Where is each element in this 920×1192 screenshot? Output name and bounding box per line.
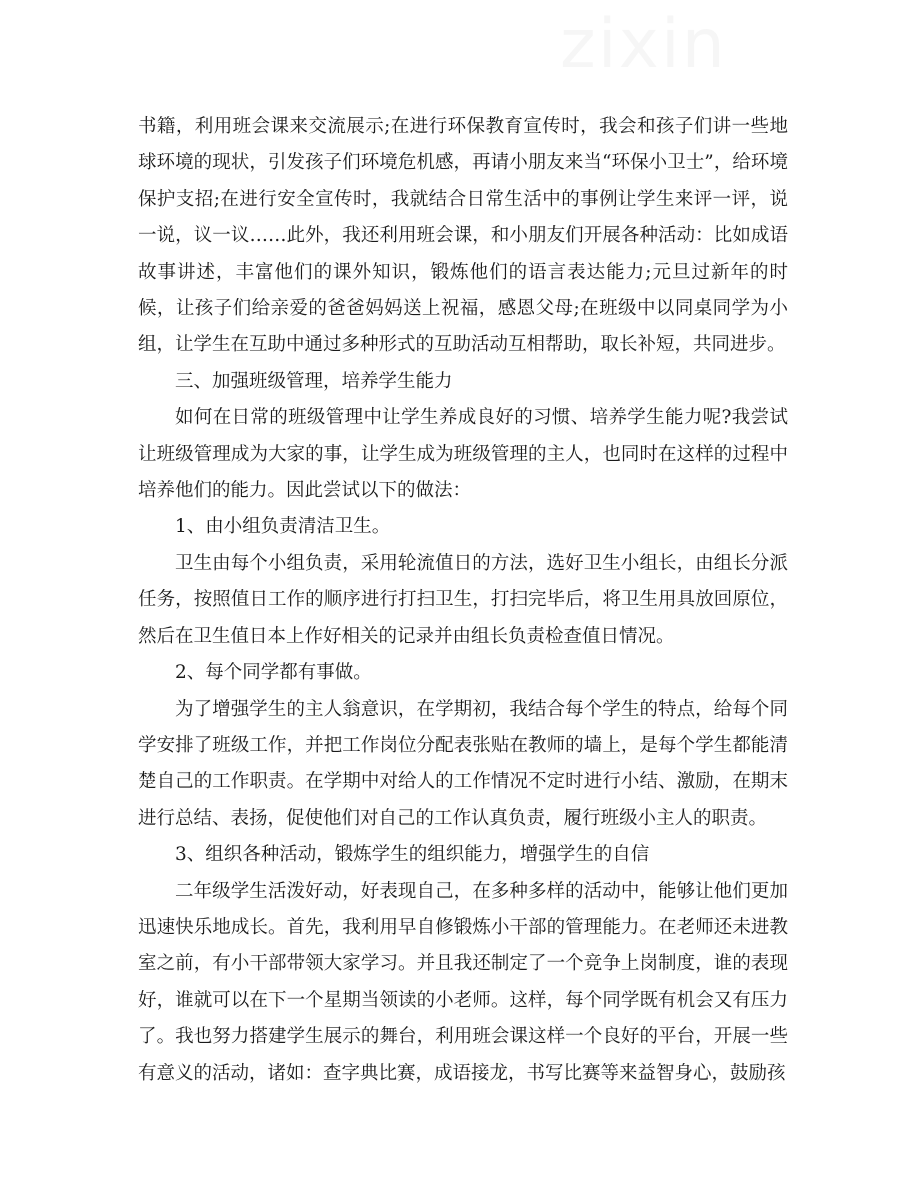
section-heading-3: 三、加强班级管理，培养学生能力 bbox=[175, 370, 453, 392]
subheading-2: 2、每个同学都有事做。 bbox=[175, 662, 372, 684]
document-body bbox=[138, 109, 788, 1092]
watermark bbox=[560, 5, 727, 84]
paragraph-intro: 如何在日常的班级管理中让学生养成良好的习惯、培养学生能力呢?我尝试让班级管理成为大家的事，让学生成为班级管理的主人，也同时在这样的过程中培养他们的能力。因此尝试以下的做法： bbox=[138, 407, 788, 502]
subheading-1: 1、由小组负责清洁卫生。 bbox=[175, 516, 391, 538]
paragraph-duties: 为了增强学生的主人翁意识，在学期初，我结合每个学生的特点，给每个同学安排了班级工作，并把工作岗位分配表张贴在教师的墙上，是每个学生都能清楚自己的工作职责。在学期中对给人的工作情况不定时进行小结、激励，在期末进行总结、表扬，促使他们对自己的工作认真负责，履行班级小主人的职责。 bbox=[138, 698, 788, 829]
subheading-3: 3、组织各种活动，锻炼学生的组织能力，增强学生的自信 bbox=[175, 844, 650, 866]
paragraph-activities: 二年级学生活泼好动，好表现自己，在多种多样的活动中，能够让他们更加迅速快乐地成长。首先，我利用早自修锻炼小干部的管理能力。在老师还未进教室之前，有小干部带领大家学习。并且我还制定了一个竞争上岗制度，谁的表现好，谁就可以在下一个星期当领读的小老师。这样，每个同学既有机会又有压力了。我也努力搭建学生展示的舞台，利用班会课这样一个良好的平台，开展一些有意义的活动，诸如：查字典比赛，成语接龙，书写比赛等来益智身心，鼓励孩 bbox=[138, 880, 788, 1084]
paragraph-continued: 书籍，利用班会课来交流展示;在进行环保教育宣传时，我会和孩子们讲一些地球环境的现状，引发孩子们环境危机感，再请小朋友来当“环保小卫士”，给环境保护支招;在进行安全宣传时，我就结合日常生活中的事例让学生来评一评，说一说，议一议……此外，我还利用班会课，和小朋友们开展各种活动：比如成语故事讲述，丰富他们的课外知识，锻炼他们的语言表达能力;元旦过新年的时候，让孩子们给亲爱的爸爸妈妈送上祝福，感恩父母;在班级中以同桌同学为小组，让学生在互助中通过多种形式的互助活动互相帮助，取长补短，共同进步。 bbox=[138, 116, 788, 356]
paragraph-hygiene: 卫生由每个小组负责，采用轮流值日的方法，选好卫生小组长，由组长分派任务，按照值日工作的顺序进行打扫卫生，打扫完毕后，将卫生用具放回原位，然后在卫生值日本上作好相关的记录并由组长负责检查值日情况。 bbox=[138, 552, 788, 647]
